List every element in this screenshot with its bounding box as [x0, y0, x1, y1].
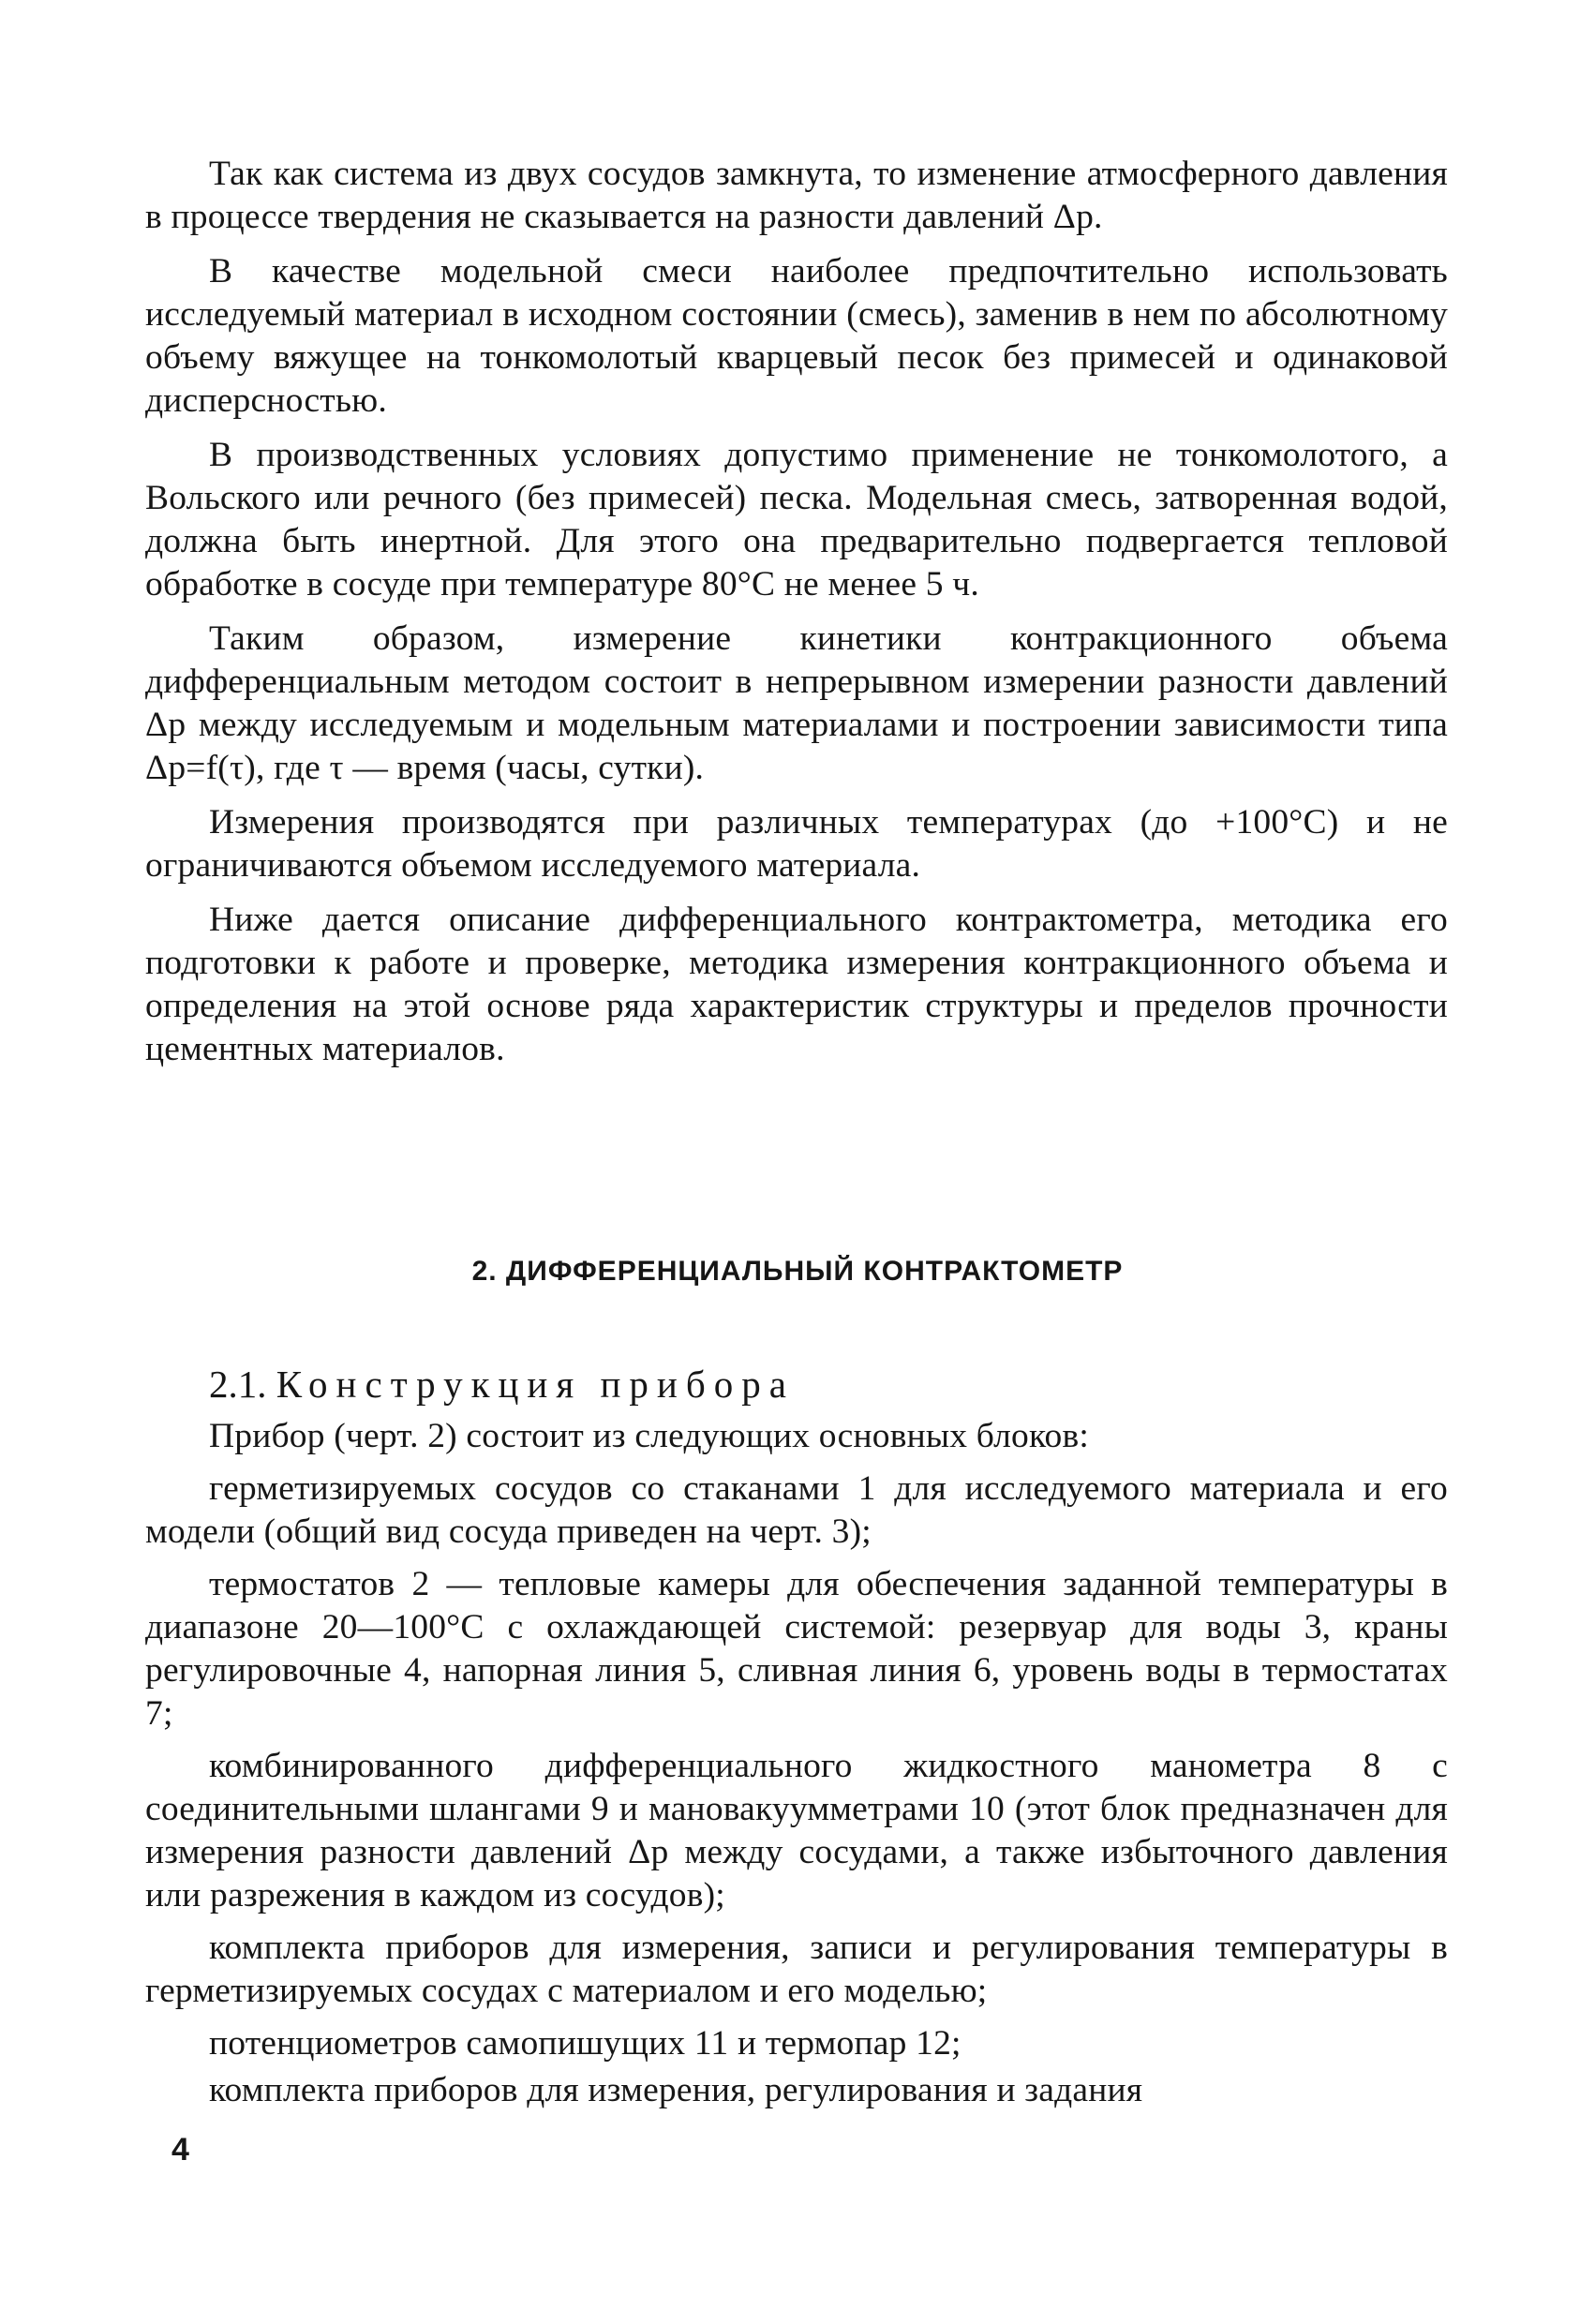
subsection-heading — [209, 1361, 795, 1408]
body-text-bottom — [145, 1415, 1448, 2112]
list-item: комбинированного дифференциального жидкостного манометра 8 с соединительными шлангами 9 и мановакуумметрами 10 (этот блок предназначен для измерения разности давлений Δp между сосудами, а также избыточного давления или разрежения в каждом из сосудов); — [145, 1747, 1448, 1914]
list-item: герметизируемых сосудов со стаканами 1 для исследуемого материала и его модели (общий вид сосуда приведен на черт. 3); — [145, 1469, 1448, 1551]
list-item: потенциометров самопишущих 11 и термопар 12; — [209, 2024, 961, 2063]
subsection-title: Конструкция прибора — [276, 1363, 795, 1406]
paragraph: В качестве модельной смеси наиболее предпочтительно использовать исследуемый материал в исходном состоянии (смесь), заменив в нем по абсолютному объему вяжущее на тонкомолотый кварцевый песок без примесей и одинаковой дисперсностью. — [145, 252, 1448, 420]
paragraph: Ниже дается описание дифференциального контрактометра, методика его подготовки к работе и проверке, методика измерения контракционного объема и определения на этой основе ряда характеристик структуры и пределов прочности цементных материалов. — [145, 901, 1448, 1068]
paragraph: Измерения производятся при различных температурах (до +100°C) и не ограничиваются объемом исследуемого материала. — [145, 803, 1448, 885]
list-item: комплекта приборов для измерения, регулирования и задания — [209, 2071, 1143, 2109]
list-item: термостатов 2 — тепловые камеры для обеспечения заданной температуры в диапазоне 20—100°C с охлаждающей системой: резервуар для воды 3, краны регулировочные 4, напорная линия 5, сливная линия 6, уровень воды в термостатах 7; — [145, 1565, 1448, 1733]
body-text-top — [145, 153, 1448, 1071]
list-item: комплекта приборов для измерения, записи и регулирования температуры в герметизируемых сосудах с материалом и его моделью; — [145, 1929, 1448, 2010]
paragraph: В производственных условиях допустимо применение не тонкомолотого, а Вольского или речного (без примесей) песка. Модельная смесь, затворенная водой, должна быть инертной. Для этого она предварительно подвергается тепловой обработке в сосуде при температуре 80°C не менее 5 ч. — [145, 436, 1448, 603]
page-number: 4 — [171, 2132, 189, 2168]
paragraph: Таким образом, измерение кинетики контракционного объема дифференциальным методом состоит в непрерывном измерении разности давлений Δp между исследуемым и модельным материалами и построении зависимости типа Δp=f(τ), где τ — время (часы, сутки). — [145, 619, 1448, 787]
subsection-number: 2.1. — [209, 1363, 267, 1406]
paragraph: Так как система из двух сосудов замкнута, то изменение атмосферного давления в процессе твердения не сказывается на разности давлений Δp. — [145, 155, 1448, 236]
section-heading: 2. ДИФФЕРЕНЦИАЛЬНЫЙ КОНТРАКТОМЕТР — [471, 1256, 1124, 1287]
paragraph: Прибор (черт. 2) состоит из следующих основных блоков: — [209, 1417, 1089, 1455]
